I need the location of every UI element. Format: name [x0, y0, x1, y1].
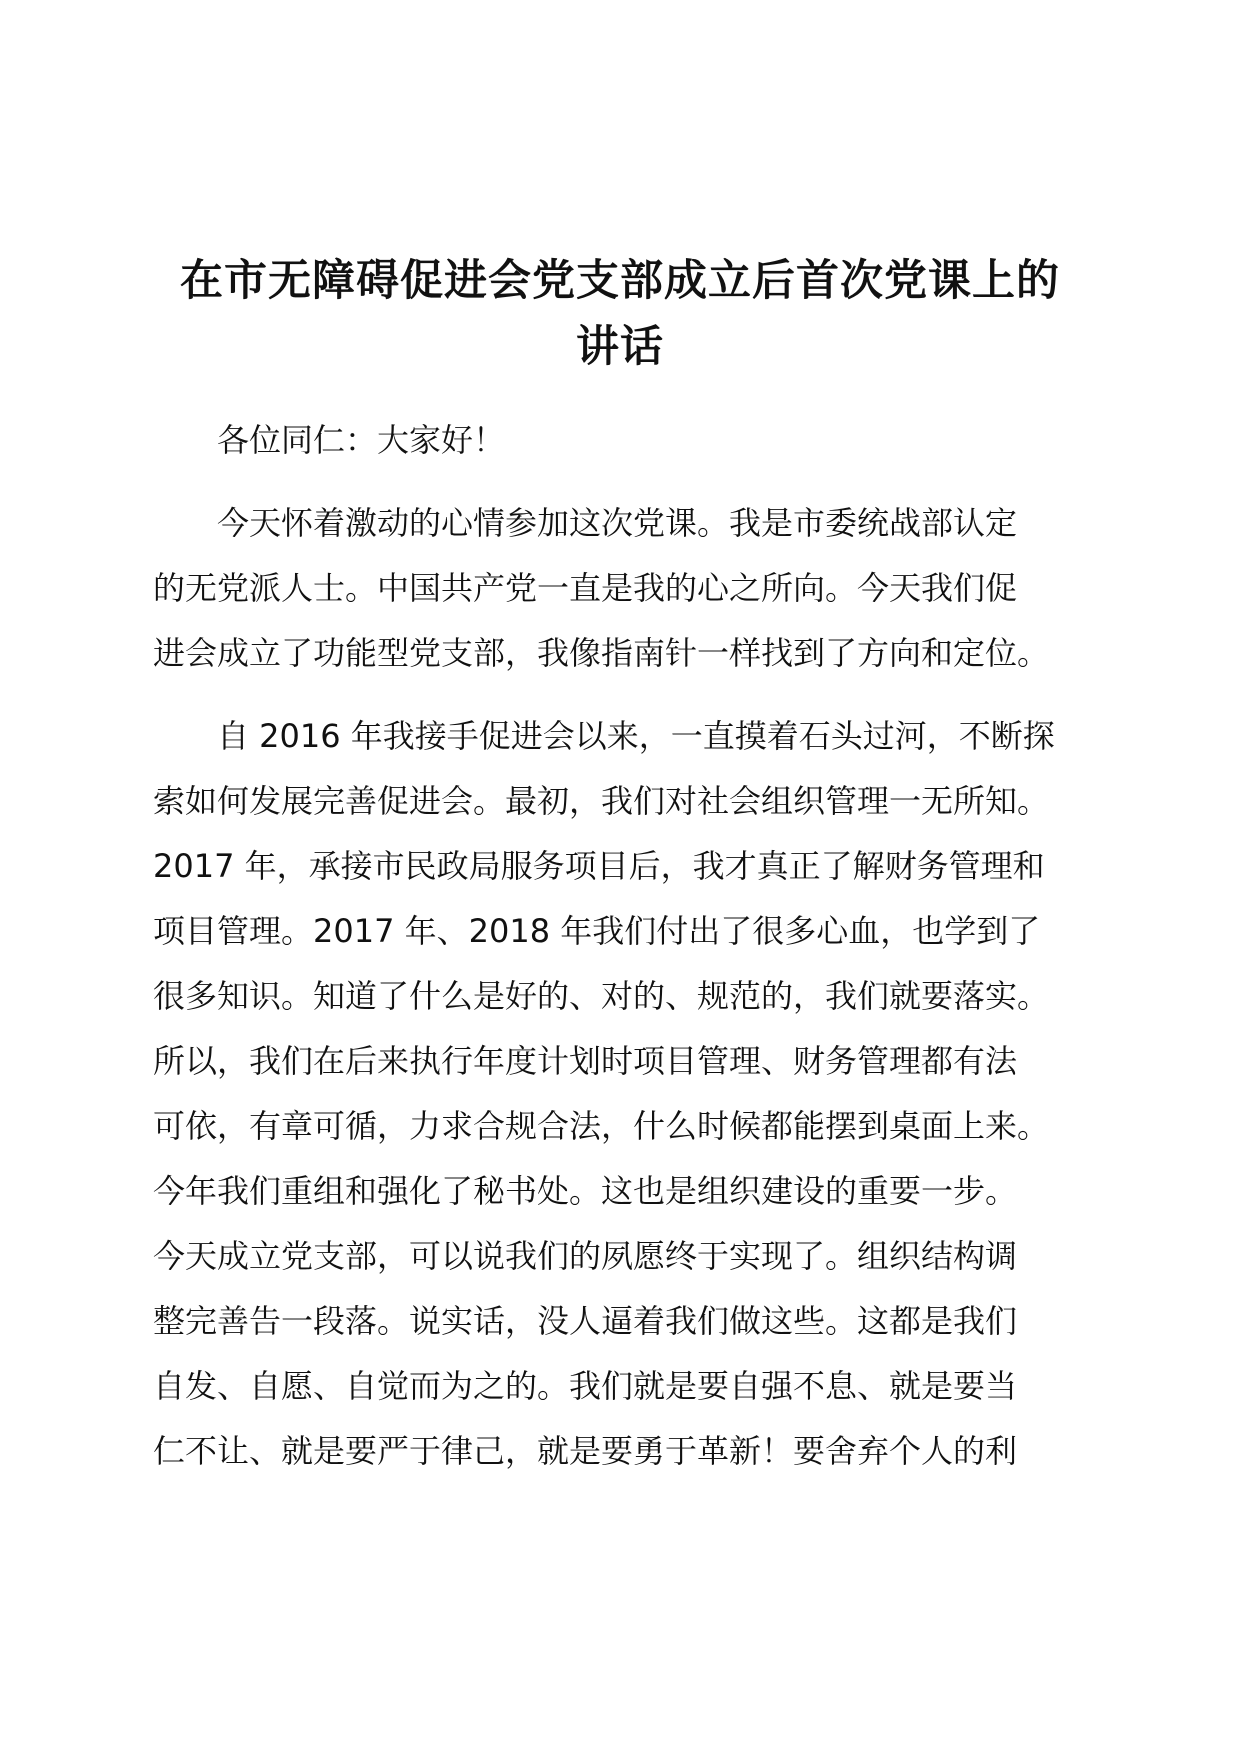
paragraph-line: 索如何发展完善促进会。最初，我们对社会组织管理一无所知。	[153, 782, 1050, 820]
title-line-1: 在市无障碍促进会党支部成立后首次党课上的	[180, 256, 1060, 306]
document-body	[153, 408, 1093, 1484]
paragraph-line: 今天成立党支部，可以说我们的夙愿终于实现了。组织结构调	[153, 1237, 1018, 1275]
paragraph-line: 今年我们重组和强化了秘书处。这也是组织建设的重要一步。	[153, 1172, 1018, 1210]
paragraph-line: 可依，有章可循，力求合规合法，什么时候都能摆到桌面上来。	[153, 1107, 1050, 1145]
paragraph-line: 的无党派人士。中国共产党一直是我的心之所向。今天我们促	[153, 569, 1018, 607]
paragraph-line: 自 2016 年我接手促进会以来，一直摸着石头过河，不断探	[217, 717, 1055, 755]
paragraph-line: 仁不让、就是要严于律己，就是要勇于革新！要舍弃个人的利	[153, 1432, 1018, 1470]
paragraph-line: 所以，我们在后来执行年度计划时项目管理、财务管理都有法	[153, 1042, 1018, 1080]
paragraph-2	[153, 704, 1093, 1484]
salutation: 各位同仁：大家好！	[217, 421, 506, 459]
paragraph-1	[153, 491, 1093, 686]
paragraph-line: 很多知识。知道了什么是好的、对的、规范的，我们就要落实。	[153, 977, 1050, 1015]
title-line-2: 讲话	[576, 322, 664, 372]
paragraph-line: 今天怀着激动的心情参加这次党课。我是市委统战部认定	[217, 504, 1018, 542]
paragraph-line: 2017 年，承接市民政局服务项目后，我才真正了解财务管理和	[153, 847, 1045, 885]
document-title	[140, 248, 1100, 380]
salutation-paragraph	[153, 408, 1093, 473]
paragraph-line: 项目管理。2017 年、2018 年我们付出了很多心血，也学到了	[153, 912, 1041, 950]
paragraph-line: 自发、自愿、自觉而为之的。我们就是要自强不息、就是要当	[153, 1367, 1018, 1405]
paragraph-line: 进会成立了功能型党支部，我像指南针一样找到了方向和定位。	[153, 634, 1050, 672]
paragraph-line: 整完善告一段落。说实话，没人逼着我们做这些。这都是我们	[153, 1302, 1018, 1340]
